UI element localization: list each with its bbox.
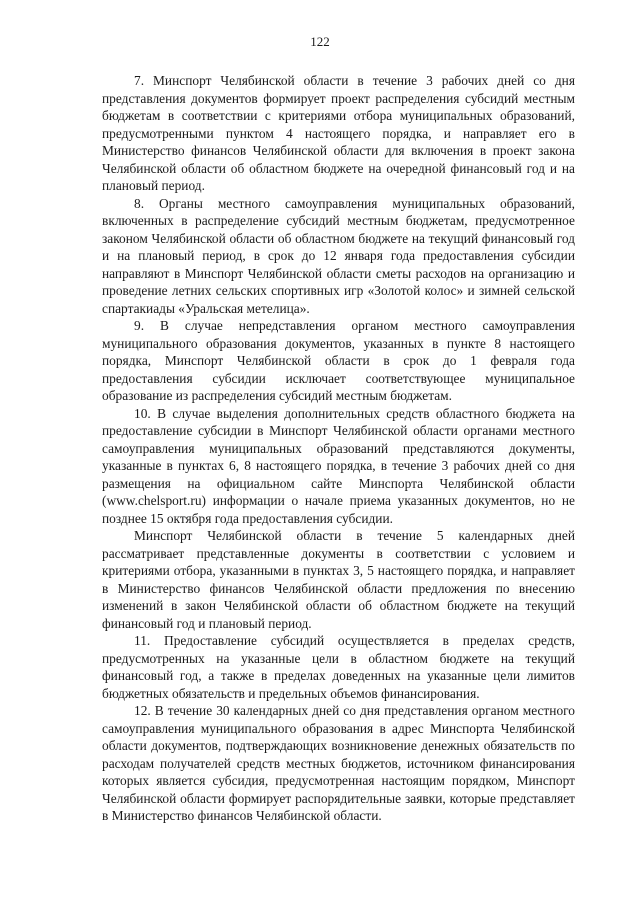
paragraph-7: 7. Минспорт Челябинской области в течение 3 рабочих дней со дня представления документов формирует проект распределения субсидий местным бюджетам в соответствии с критериями отбора муниципальных образований, предусмотренными пунктом 4 настоящего порядка, и направляет его в Министерство финансов Челябинской области для включения в проект закона Челябинской области об областном бюджете на очередной финансовый год и на плановый период. <box>102 73 575 193</box>
paragraph-8: 8. Органы местного самоуправления муниципальных образований, включенных в распределение субсидий местным бюджетам, предусмотренное законом Челябинской области об областном бюджете на текущий финансовый год и на плановый период, в срок до 12 января года предоставления субсидии направляют в Минспорт Челябинской области сметы расходов на организацию и проведение летних сельских спортивных игр «Золотой колос» и зимней сельской спартакиады «Уральская метелица». <box>102 195 575 316</box>
paragraph-10: 10. В случае выделения дополнительных средств областного бюджета на предоставление субсидии в Минспорт Челябинской области органами местного самоуправления муниципальных образований представляются документы, указанные в пунктах 6, 8 настоящего порядка, в течение 3 рабочих дней со дня размещения на официальном сайте Минспорта Челябинской области (www.chelsport.ru) информации о начале приема указанных документов, но не позднее 15 октября года предоставления субсидии. <box>102 405 575 526</box>
paragraph-9: 9. В случае непредставления органом местного самоуправления муниципального образования документов, указанных в пункте 8 настоящего порядка, Минспорт Челябинской области в срок до 1 февраля года предоставления субсидии исключает соответствующее муниципальное образование из распределения субсидий местным бюджетам. <box>102 318 575 403</box>
paragraph-11: 11. Предоставление субсидий осуществляется в пределах средств, предусмотренных на указанные цели в областном бюджете на текущий финансовый год, а также в пределах доведенных на указанные цели лимитов бюджетных обязательств и предельных объемов финансирования. <box>102 633 575 701</box>
paragraph-12: 12. В течение 30 календарных дней со дня представления органом местного самоуправления муниципального образования в адрес Минспорта Челябинской области документов, подтверждающих возникновение денежных обязательств по расходам получателей средств местных бюджетов, источником финансирования которых является субсидия, предусмотренная настоящим порядком, Минспорт Челябинской области формирует распорядительные заявки, которые представляет в Министерство финансов Челябинской области. <box>102 703 575 823</box>
document-body <box>102 72 575 825</box>
page-number: 122 <box>310 34 330 49</box>
paragraph-10-continued: Минспорт Челябинской области в течение 5 календарных дней рассматривает представленные документы в соответствии с условием и критериями отбора, указанными в пунктах 3, 5 настоящего порядка, и направляет в Министерство финансов Челябинской области предложения по внесению изменений в закон Челябинской области об областном бюджете на текущий финансовый год и плановый период. <box>102 528 575 631</box>
